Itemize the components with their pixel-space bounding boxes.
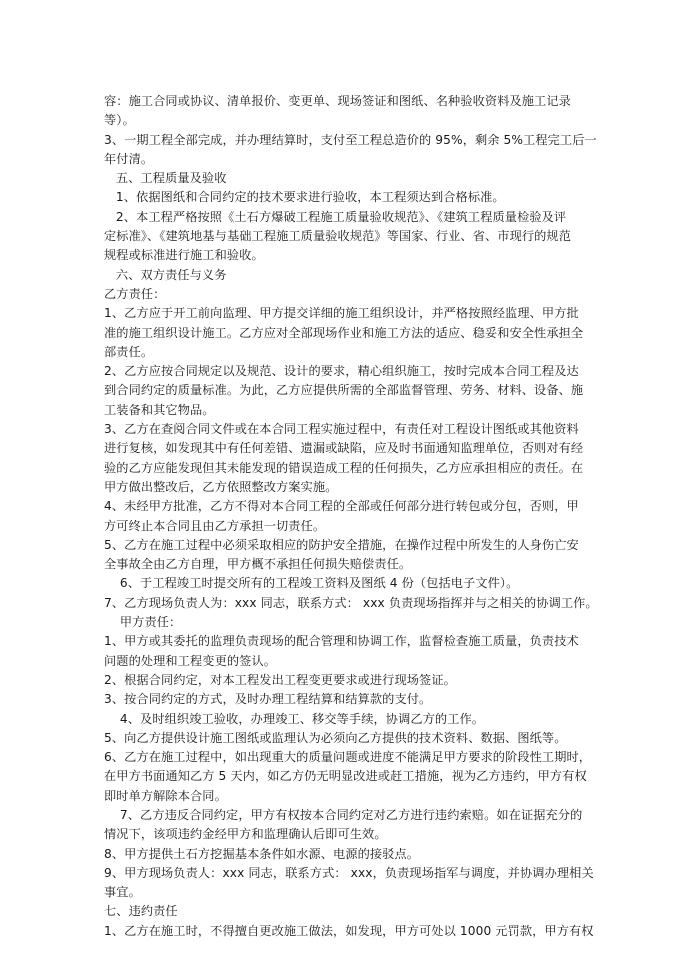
text-line: 2、本工程严格按照《土石方爆破工程施工质量验收规范》、《建筑工程质量检验及评 xyxy=(104,209,567,224)
text-line: 年付清。 xyxy=(104,151,154,166)
text-line: 1、乙方应于开工前向监理、甲方提交详细的施工组织设计，并严格按照经监理、甲方批 xyxy=(104,306,579,321)
text-line: 1、甲方或其委托的监理负责现场的配合管理和协调工作，监督检查施工质量，负责技术 xyxy=(104,634,579,649)
text-line: 即时单方解除本合同。 xyxy=(104,788,227,803)
text-line: 规程或标准进行施工和验收。 xyxy=(104,248,264,263)
text-line: 等）。 xyxy=(104,113,135,128)
text-line: 容：施工合同或协议、清单报价、变更单、现场签证和图纸、名种验收资料及施工记录 xyxy=(104,94,571,108)
section-heading: 七、违约责任 xyxy=(104,904,178,919)
text-line: 事宜。 xyxy=(104,885,141,900)
text-line: 8、甲方提供土石方挖掘基本条件如水源、电源的接驳点。 xyxy=(104,846,420,861)
text-line: 5、乙方在施工过程中必须采取相应的防护安全措施，在操作过程中所发生的人身伤亡安 xyxy=(104,537,579,552)
text-line: 进行复核，如发现其中有任何差错、遗漏或缺陷，应及时书面通知监理单位，否则对有经 xyxy=(104,441,584,456)
text-line: 方可终止本合同且由乙方承担一切责任。 xyxy=(104,518,326,533)
subsection-heading: 乙方责任： xyxy=(104,286,166,301)
text-line: 2、根据合同约定，对本工程发出工程变更要求或进行现场签证。 xyxy=(104,672,456,687)
text-line: 7、乙方违反合同约定，甲方有权按本合同约定对乙方进行违约索赔。如在证据充分的 xyxy=(104,807,583,822)
text-line: 1、乙方在施工时，不得擅自更改施工做法，如发现，甲方可处以 1000 元罚款，甲方有权 xyxy=(104,923,594,938)
document-body xyxy=(104,92,600,941)
text-line: 1、依据图纸和合同约定的技术要求进行验收，本工程须达到合格标准。 xyxy=(104,190,505,205)
text-line: 3、乙方在查阅合同文件或在本合同工程实施过程中，有责任对工程设计图纸或其他资料 xyxy=(104,422,579,437)
text-line: 全事故全由乙方自理，甲方概不承担任何损失赔偿责任。 xyxy=(104,557,412,572)
section-heading: 五、工程质量及验收 xyxy=(104,171,227,186)
text-line: 6、于工程竣工时提交所有的工程竣工资料及图纸 4 份（包括电子文件）。 xyxy=(104,576,519,591)
text-line: 定标准》、《建筑地基与基础工程施工质量验收规范》等国家、行业、省、市现行的规范 xyxy=(104,229,572,244)
section-heading: 六、双方责任与义务 xyxy=(104,267,227,282)
text-line: 6、乙方在施工过程中，如出现重大的质量问题或进度不能满足甲方要求的阶段性工期时， xyxy=(104,750,592,765)
text-line: 3、一期工程全部完成，并办理结算时，支付至工程总造价的 95%，剩余 5%工程完工后一 xyxy=(104,132,597,147)
text-line: 到合同约定的质量标准。为此，乙方应提供所需的全部监督管理、劳务、材料、设备、施 xyxy=(104,383,584,398)
text-line: 情况下，该项违约金经甲方和监理确认后即可生效。 xyxy=(104,827,387,842)
text-line: 问题的处理和工程变更的签认。 xyxy=(104,653,277,668)
text-line: 验的乙方应能发现但其未能发现的错误造成工程的任何损失，乙方应承担相应的责任。在 xyxy=(104,460,584,475)
text-line: 4、未经甲方批准，乙方不得对本合同工程的全部或任何部分进行转包或分包，否则，甲 xyxy=(104,499,579,514)
text-line: 准的施工组织设计施工。乙方应对全部现场作业和施工方法的适应、稳妥和安全性承担全 xyxy=(104,325,584,340)
subsection-heading: 甲方责任： xyxy=(104,615,182,630)
text-line: 在甲方书面通知乙方 5 天内，如乙方仍无明显改进或赶工措施，视为乙方违约，甲方有权 xyxy=(104,769,587,784)
text-line: 7、乙方现场负责人为：xxx 同志，联系方式： xxx 负责现场指挥并与之相关的协调工作。 xyxy=(104,595,598,610)
text-line: 部责任。 xyxy=(104,344,154,359)
text-line: 9、甲方现场负责人：xxx 同志，联系方式： xxx，负责现场指军与调度，并协调办理相关 xyxy=(104,865,594,880)
text-line: 2、乙方应按合同规定以及规范、设计的要求，精心组织施工，按时完成本合同工程及达 xyxy=(104,364,579,379)
text-line: 5、向乙方提供设计施工图纸或监理认为必须向乙方提供的技术资料、数据、图纸等。 xyxy=(104,730,567,745)
text-line: 工装备和其它物品。 xyxy=(104,402,215,417)
text-line: 4、及时组织竣工验收，办理竣工、移交等手续，协调乙方的工作。 xyxy=(104,711,485,726)
text-line: 3、按合同约定的方式，及时办理工程结算和结算款的支付。 xyxy=(104,692,432,707)
text-line: 甲方做出整改后，乙方依照整改方案实施。 xyxy=(104,479,338,494)
